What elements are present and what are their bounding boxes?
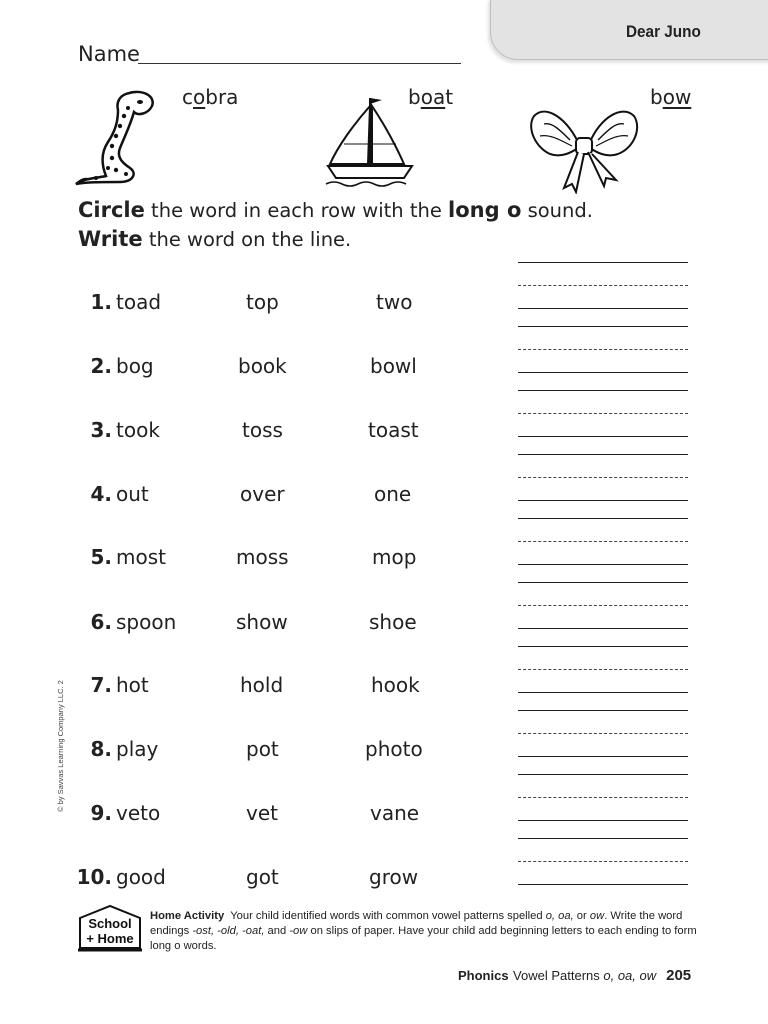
row-number: 8. — [90, 737, 112, 761]
writing-line-mid — [518, 861, 688, 862]
writing-line-mid — [518, 285, 688, 286]
writing-line-base[interactable] — [518, 436, 688, 437]
instruction-circle: Circle the word in each row with the long o sound. — [78, 198, 593, 222]
word-choice[interactable]: shoe — [369, 610, 417, 634]
word-choice[interactable]: moss — [236, 545, 289, 569]
writing-line-mid — [518, 413, 688, 414]
word-choice[interactable]: vet — [246, 801, 278, 825]
row-number: 6. — [90, 610, 112, 634]
writing-line-base[interactable] — [518, 692, 688, 693]
home-activity: Home Activity Your child identified words with common vowel patterns spelled o, oa, or ow. Write the word endings -ost, -old, -oat, and -ow on slips of paper. Have your child add beginning letters to each ending to form long o words. — [150, 910, 697, 952]
word-choice[interactable]: book — [238, 354, 287, 378]
row-number: 2. — [90, 354, 112, 378]
logo-text-school: School — [88, 916, 132, 931]
word-choice[interactable]: one — [374, 482, 412, 506]
writing-line-mid — [518, 669, 688, 670]
word-choice[interactable]: hold — [240, 673, 284, 697]
writing-line-base[interactable] — [518, 884, 688, 885]
row-number: 9. — [90, 801, 112, 825]
word-choice[interactable]: vane — [370, 801, 420, 825]
writing-line-base[interactable] — [518, 628, 688, 629]
word-choice[interactable]: got — [246, 865, 279, 889]
word-choice[interactable]: toss — [242, 418, 283, 442]
writing-line-top — [518, 710, 688, 711]
row-number: 4. — [90, 482, 112, 506]
word-choice[interactable]: two — [376, 290, 413, 314]
word-choice[interactable]: toad — [116, 290, 162, 314]
writing-line-base[interactable] — [518, 308, 688, 309]
word-choice[interactable]: out — [116, 482, 149, 506]
row-number: 3. — [90, 418, 112, 442]
writing-line-mid — [518, 797, 688, 798]
writing-line-mid — [518, 541, 688, 542]
word-choice[interactable]: veto — [116, 801, 161, 825]
writing-line-top — [518, 390, 688, 391]
writing-line-top — [518, 454, 688, 455]
word-choice[interactable]: photo — [365, 737, 423, 761]
row-number: 5. — [90, 545, 112, 569]
name-label: Name — [78, 42, 140, 66]
page-number: 205 — [666, 967, 692, 984]
bow-icon — [526, 100, 642, 194]
writing-line-top — [518, 838, 688, 839]
word-choice[interactable]: hook — [371, 673, 420, 697]
writing-line-top — [518, 582, 688, 583]
word-choice[interactable]: toast — [368, 418, 419, 442]
logo-text-home: + Home — [86, 931, 134, 946]
writing-line-base[interactable] — [518, 372, 688, 373]
word-choice[interactable]: spoon — [116, 610, 177, 634]
tab-title: Dear Juno — [626, 22, 701, 41]
word-choice[interactable]: bog — [116, 354, 154, 378]
writing-line-base[interactable] — [518, 500, 688, 501]
word-choice[interactable]: hot — [116, 673, 149, 697]
word-choice[interactable]: play — [116, 737, 159, 761]
instruction-write: Write the word on the line. — [78, 227, 352, 251]
word-choice[interactable]: most — [116, 545, 166, 569]
word-choice[interactable]: good — [116, 865, 166, 889]
writing-line-mid — [518, 733, 688, 734]
picture-word-cobra: cobra — [182, 85, 239, 109]
writing-line-top — [518, 326, 688, 327]
writing-line-mid — [518, 349, 688, 350]
page-footer: Phonics Vowel Patterns o, oa, ow 205 — [458, 967, 692, 984]
word-choice[interactable]: show — [236, 610, 288, 634]
row-number: 7. — [90, 673, 112, 697]
row-number: 10. — [76, 865, 112, 889]
writing-line-base[interactable] — [518, 820, 688, 821]
word-choice[interactable]: bowl — [370, 354, 417, 378]
picture-word-bow: bow — [650, 85, 692, 109]
writing-line-top — [518, 646, 688, 647]
writing-line-mid — [518, 477, 688, 478]
word-choice[interactable]: grow — [369, 865, 419, 889]
name-line[interactable] — [138, 63, 461, 64]
writing-line-top — [518, 262, 688, 263]
cobra-icon — [72, 86, 164, 188]
copyright-credit: © by Savvas Learning Company LLC. 2 — [56, 680, 65, 812]
word-choice[interactable]: took — [116, 418, 160, 442]
writing-line-top — [518, 518, 688, 519]
word-choice[interactable]: pot — [246, 737, 279, 761]
boat-icon — [324, 94, 416, 190]
word-choice[interactable]: over — [240, 482, 285, 506]
school-home-logo — [76, 904, 144, 952]
picture-word-boat: boat — [408, 85, 454, 109]
writing-line-base[interactable] — [518, 756, 688, 757]
writing-line-mid — [518, 605, 688, 606]
writing-line-top — [518, 774, 688, 775]
word-choice[interactable]: top — [246, 290, 279, 314]
row-number: 1. — [90, 290, 112, 314]
word-choice[interactable]: mop — [372, 545, 417, 569]
writing-line-base[interactable] — [518, 564, 688, 565]
